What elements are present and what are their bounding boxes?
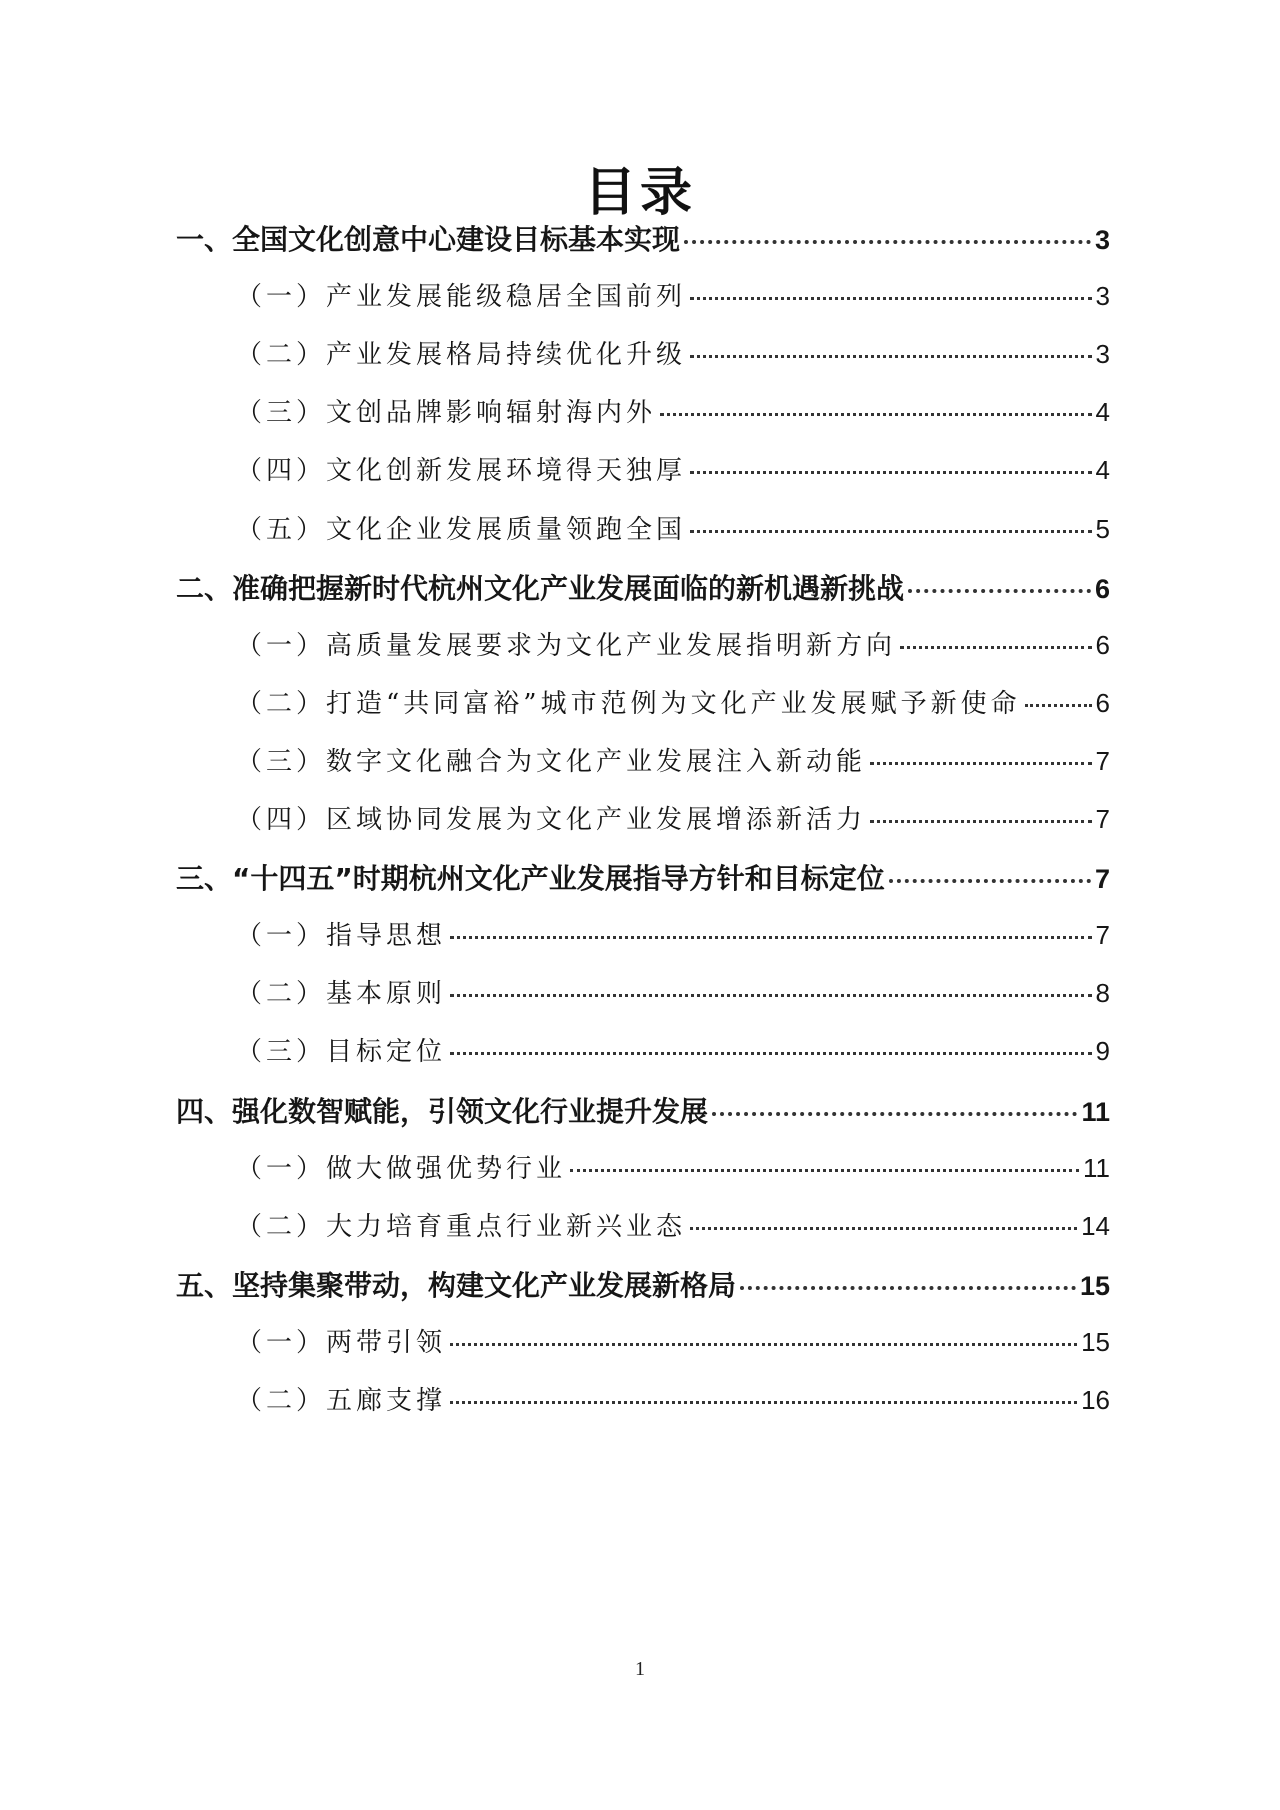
toc-entry-label: 二、准确把握新时代杭州文化产业发展面临的新机遇新挑战 — [176, 572, 905, 605]
dot-leader — [684, 240, 1091, 244]
dot-leader — [690, 471, 1092, 474]
dot-leader — [450, 936, 1092, 939]
toc-chapter-entry[interactable] — [176, 218, 1110, 258]
dot-leader — [690, 355, 1092, 358]
dot-leader — [908, 589, 1091, 593]
toc-entry-label: 三、“十四五”时期杭州文化产业发展指导方针和目标定位 — [176, 862, 885, 895]
toc-title: 目录 — [583, 162, 696, 223]
toc-section-entry[interactable] — [236, 334, 1110, 371]
toc-section-entry[interactable] — [236, 915, 1110, 952]
toc-entry-page-number: 3 — [1095, 339, 1110, 369]
toc-chapter-entry[interactable] — [176, 1090, 1110, 1130]
toc-entry-page-number: 11 — [1081, 1097, 1110, 1127]
toc-section-entry[interactable] — [236, 1380, 1110, 1417]
toc-entry-label: （四）文化创新发展环境得天独厚 — [236, 456, 687, 486]
toc-section-entry[interactable] — [236, 450, 1110, 487]
page-number: 1 — [635, 1658, 645, 1680]
toc-entry-page-number: 4 — [1095, 397, 1110, 427]
toc-entry-label: （三）数字文化融合为文化产业发展注入新动能 — [236, 747, 867, 777]
toc-section-entry[interactable] — [236, 683, 1110, 720]
dot-leader — [1025, 704, 1092, 707]
toc-entry-label: （一）指导思想 — [236, 921, 447, 951]
toc-entry-page-number: 5 — [1095, 514, 1110, 544]
toc-entry-label: （五）文化企业发展质量领跑全国 — [236, 515, 687, 545]
dot-leader — [660, 413, 1092, 416]
dot-leader — [450, 1401, 1077, 1404]
dot-leader — [690, 297, 1092, 300]
dot-leader — [450, 1343, 1077, 1346]
dot-leader — [450, 1052, 1092, 1055]
toc-section-entry[interactable] — [236, 1322, 1110, 1359]
toc-entry-page-number: 7 — [1094, 864, 1110, 894]
dot-leader — [690, 530, 1092, 533]
toc-entry-page-number: 6 — [1095, 688, 1110, 718]
toc-entry-label: 五、坚持集聚带动，构建文化产业发展新格局 — [176, 1269, 737, 1302]
toc-entry-page-number: 9 — [1095, 1036, 1110, 1066]
toc-section-entry[interactable] — [236, 799, 1110, 836]
toc-chapter-entry[interactable] — [176, 567, 1110, 607]
dot-leader — [570, 1169, 1079, 1172]
toc-section-entry[interactable] — [236, 1148, 1110, 1185]
toc-entry-label: 四、强化数智赋能，引领文化行业提升发展 — [176, 1095, 709, 1128]
dot-leader — [900, 646, 1092, 649]
toc-section-entry[interactable] — [236, 973, 1110, 1010]
toc-entry-page-number: 3 — [1095, 281, 1110, 311]
toc-entry-page-number: 7 — [1095, 804, 1110, 834]
toc-entry-label: （一）产业发展能级稳居全国前列 — [236, 282, 687, 312]
toc-entry-label: （二）大力培育重点行业新兴业态 — [236, 1212, 687, 1242]
toc-section-entry[interactable] — [236, 1206, 1110, 1243]
toc-entry-page-number: 3 — [1094, 225, 1110, 255]
toc-chapter-entry[interactable] — [176, 1264, 1110, 1304]
toc-section-entry[interactable] — [236, 741, 1110, 778]
toc-entry-label: （一）高质量发展要求为文化产业发展指明新方向 — [236, 631, 897, 661]
toc-entry-label: （一）两带引领 — [236, 1328, 447, 1358]
toc-section-entry[interactable] — [236, 625, 1110, 662]
toc-entry-label: （三）文创品牌影响辐射海内外 — [236, 398, 657, 428]
toc-section-entry[interactable] — [236, 1031, 1110, 1068]
toc-entry-label: （二）打造“共同富裕”城市范例为文化产业发展赋予新使命 — [236, 689, 1021, 719]
dot-leader — [870, 820, 1092, 823]
toc-entry-label: （三）目标定位 — [236, 1037, 447, 1067]
toc-entry-page-number: 16 — [1081, 1385, 1110, 1415]
toc-entry-page-number: 11 — [1083, 1153, 1110, 1183]
dot-leader — [870, 762, 1092, 765]
toc-entry-label: （二）产业发展格局持续优化升级 — [236, 340, 687, 370]
dot-leader — [740, 1286, 1076, 1290]
toc-entry-page-number: 6 — [1094, 574, 1110, 604]
toc-entry-page-number: 14 — [1081, 1211, 1110, 1241]
dot-leader — [889, 879, 1091, 883]
toc-section-entry[interactable] — [236, 276, 1110, 313]
toc-chapter-entry[interactable] — [176, 857, 1110, 897]
dot-leader — [690, 1227, 1077, 1230]
dot-leader — [712, 1112, 1077, 1116]
toc-entry-page-number: 4 — [1095, 455, 1110, 485]
toc-entry-label: （一）做大做强优势行业 — [236, 1154, 567, 1184]
dot-leader — [450, 994, 1092, 997]
toc-entry-page-number: 15 — [1081, 1327, 1110, 1357]
toc-entry-label: 一、全国文化创意中心建设目标基本实现 — [176, 223, 681, 256]
toc-entry-label: （四）区域协同发展为文化产业发展增添新活力 — [236, 805, 867, 835]
toc-entry-page-number: 7 — [1095, 920, 1110, 950]
toc-section-entry[interactable] — [236, 392, 1110, 429]
toc-entry-label: （二）五廊支撑 — [236, 1386, 447, 1416]
toc-entry-page-number: 8 — [1095, 978, 1110, 1008]
toc-entry-page-number: 6 — [1095, 630, 1110, 660]
toc-entry-page-number: 15 — [1079, 1271, 1110, 1301]
toc-section-entry[interactable] — [236, 509, 1110, 546]
toc-entry-page-number: 7 — [1095, 746, 1110, 776]
toc-entry-label: （二）基本原则 — [236, 979, 447, 1009]
